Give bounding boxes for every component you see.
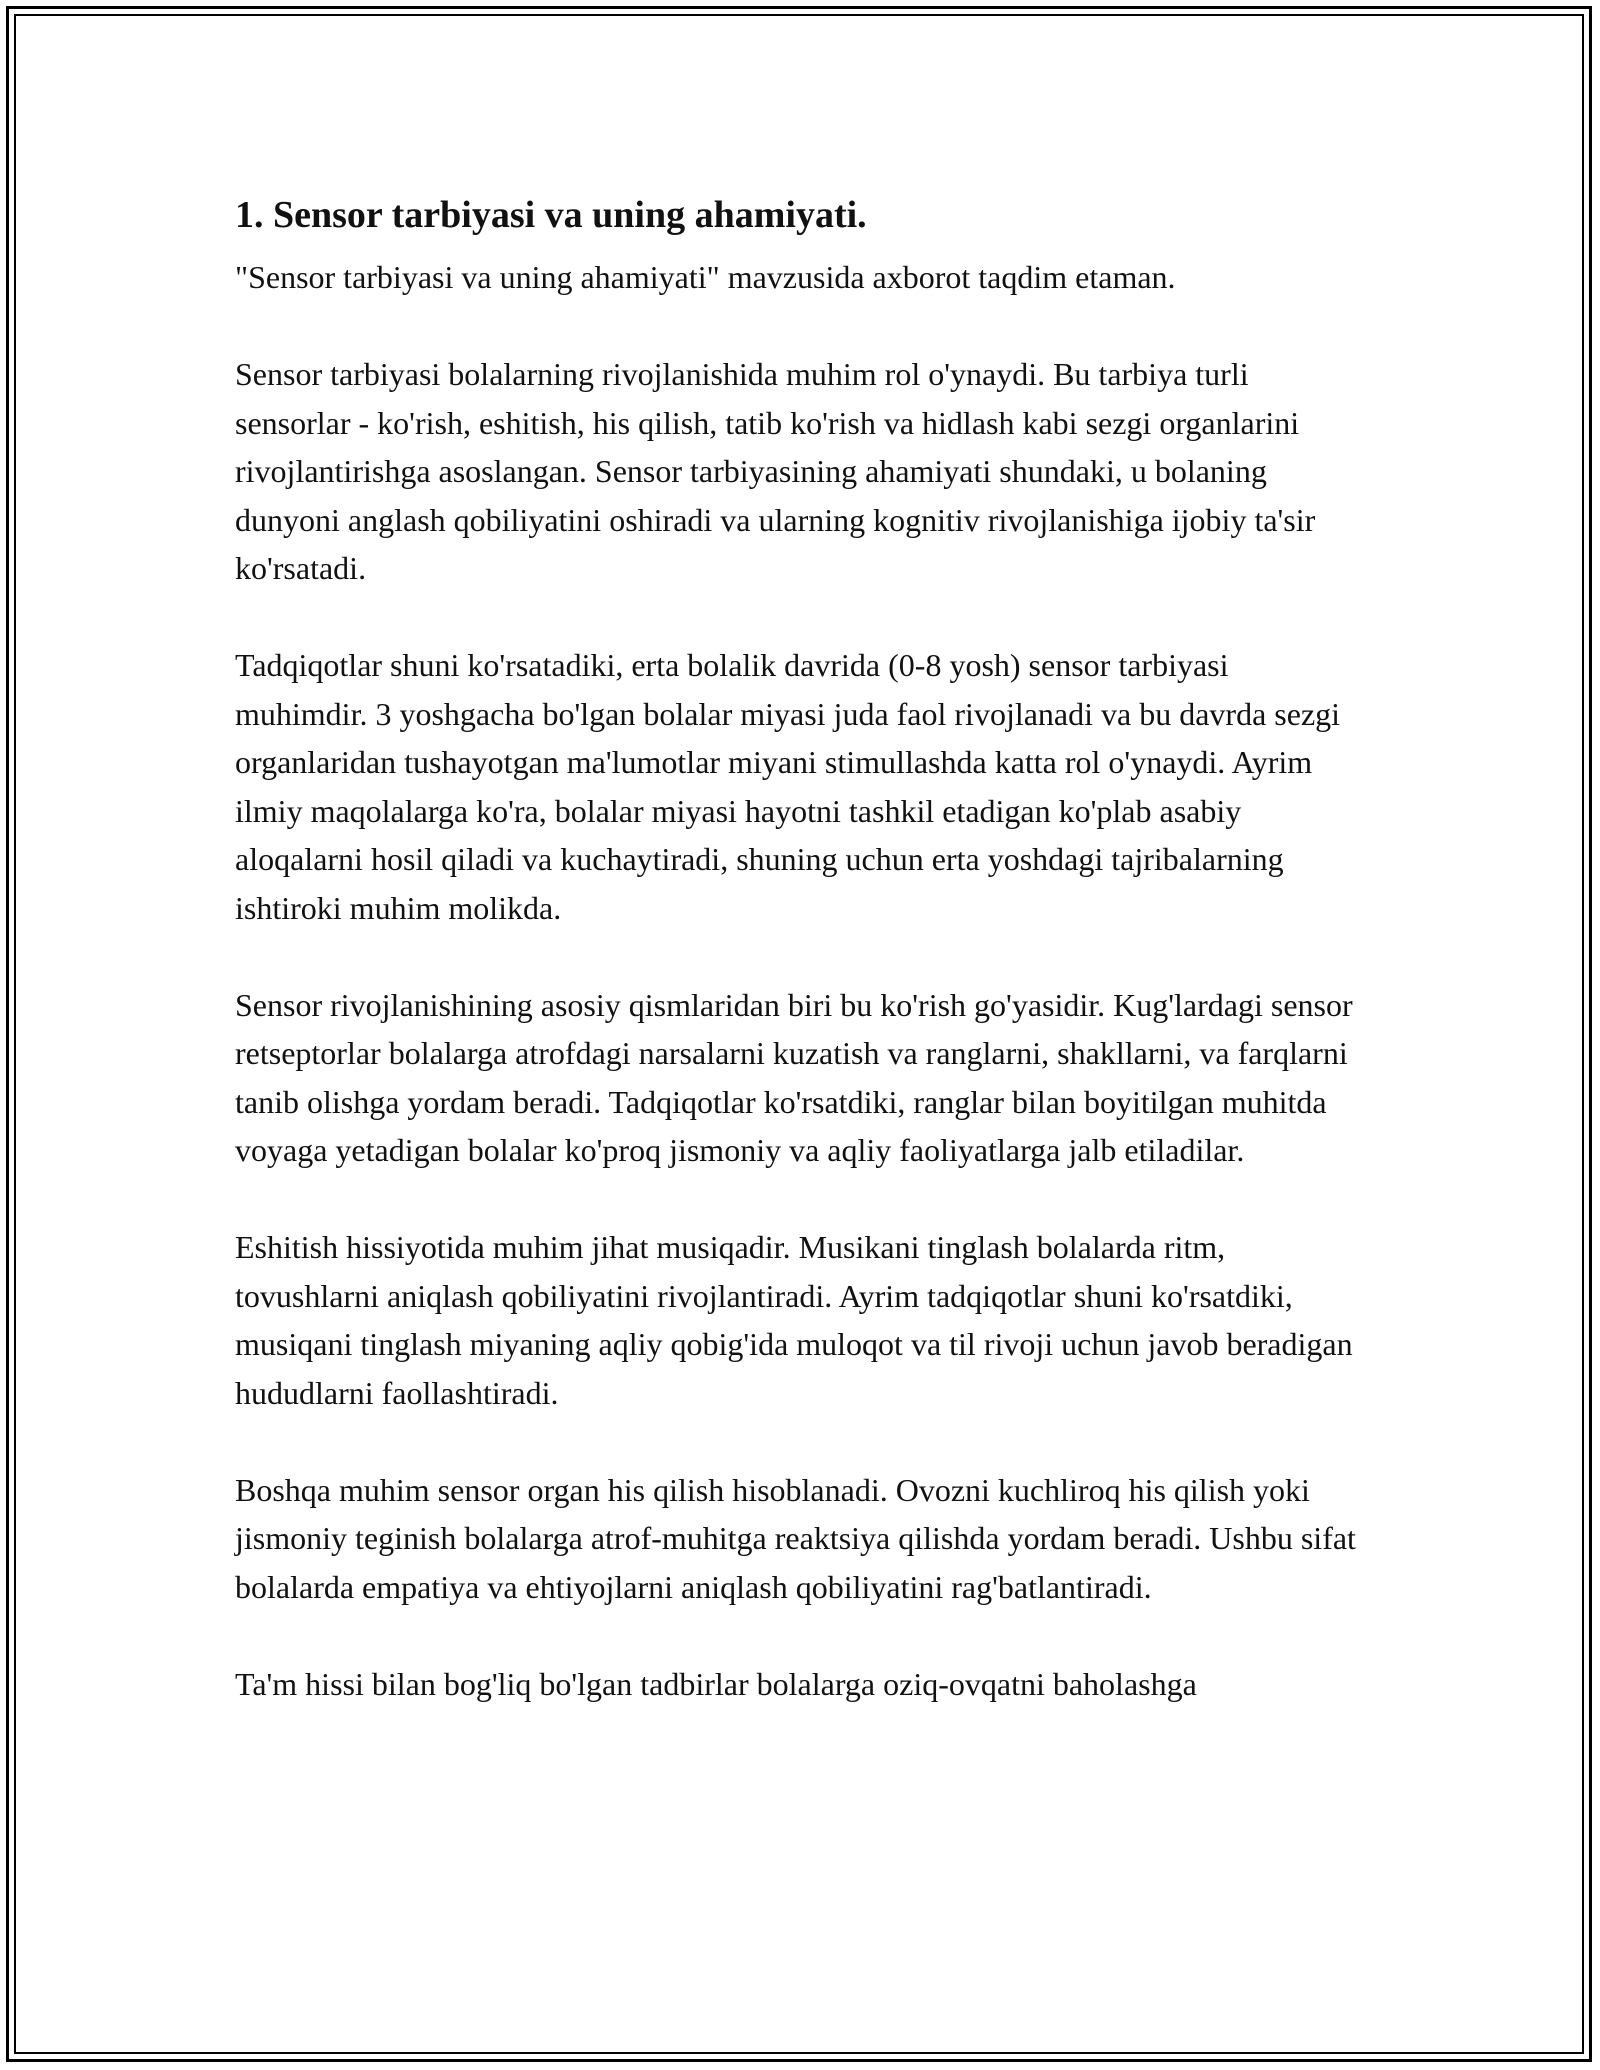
document-title: 1. Sensor tarbiyasi va uning ahamiyati. (235, 194, 867, 236)
paragraph-sensor-definition: Sensor tarbiyasi bolalarning rivojlanishida muhim rol o'ynaydi. Bu tarbiya turli sensorlar - ko'rish, eshitish, his qilish, tatib ko'rish va hidlash kabi sezgi organlarini rivojlantirishga asoslangan. Sensor tarbiyasining ahamiyati shundaki, u bolaning dunyoni anglash qobiliyatini oshiradi va ularning kognitiv rivojlanishiga ijobiy ta'sir ko'rsatadi. (235, 356, 1316, 586)
paragraph-taste: Ta'm hissi bilan bog'liq bo'lgan tadbirlar bolalarga oziq-ovqatni baholashga (235, 1665, 1197, 1702)
paragraph-intro: "Sensor tarbiyasi va uning ahamiyati" mavzusida axborot taqdim etaman. (235, 259, 1176, 295)
document-body (235, 185, 1365, 1757)
paragraph-touch: Boshqa muhim sensor organ his qilish hisoblanadi. Ovozni kuchliroq his qilish yoki jismoniy teginish bolalarga atrof-muhitga reaktsiya qilishda yordam beradi. Ushbu sifat bolalarda empatiya va ehtiyojlarni aniqlash qobiliyatini rag'batlantiradi. (235, 1471, 1356, 1605)
paragraph-hearing: Eshitish hissiyotida muhim jihat musiqadir. Musikani tinglash bolalarda ritm, tovushlarni aniqlash qobiliyatini rivojlantiradi. Ayrim tadqiqotlar shuni ko'rsatdiki, musiqani tinglash miyaning aqliy qobig'ida muloqot va til rivoji uchun javob beradigan hududlarni faollashtiradi. (235, 1229, 1353, 1411)
paragraph-vision: Sensor rivojlanishining asosiy qismlaridan biri bu ko'rish go'yasidir. Kug'lardagi sensor retseptorlar bolalarga atrofdagi narsalarni kuzatish va ranglarni, shakllarni, va farqlarni tanib olishga yordam beradi. Tadqiqotlar ko'rsatdiki, ranglar bilan boyitilgan muhitda voyaga yetadigan bolalar ko'proq jismoniy va aqliy faoliyatlarga jalb etiladilar. (235, 986, 1353, 1168)
paragraph-early-childhood: Tadqiqotlar shuni ko'rsatadiki, erta bolalik davrida (0-8 yosh) sensor tarbiyasi muhimdir. 3 yoshgacha bo'lgan bolalar miyasi juda faol rivojlanadi va bu davrda sezgi organlaridan tushayotgan ma'lumotlar miyani stimullashda katta rol o'ynaydi. Ayrim ilmiy maqolalarga ko'ra, bolalar miyasi hayotni tashkil etadigan ko'plab asabiy aloqalarni hosil qiladi va kuchaytiradi, shuning uchun erta yoshdagi tajribalarning ishtiroki muhim molikda. (235, 647, 1341, 926)
